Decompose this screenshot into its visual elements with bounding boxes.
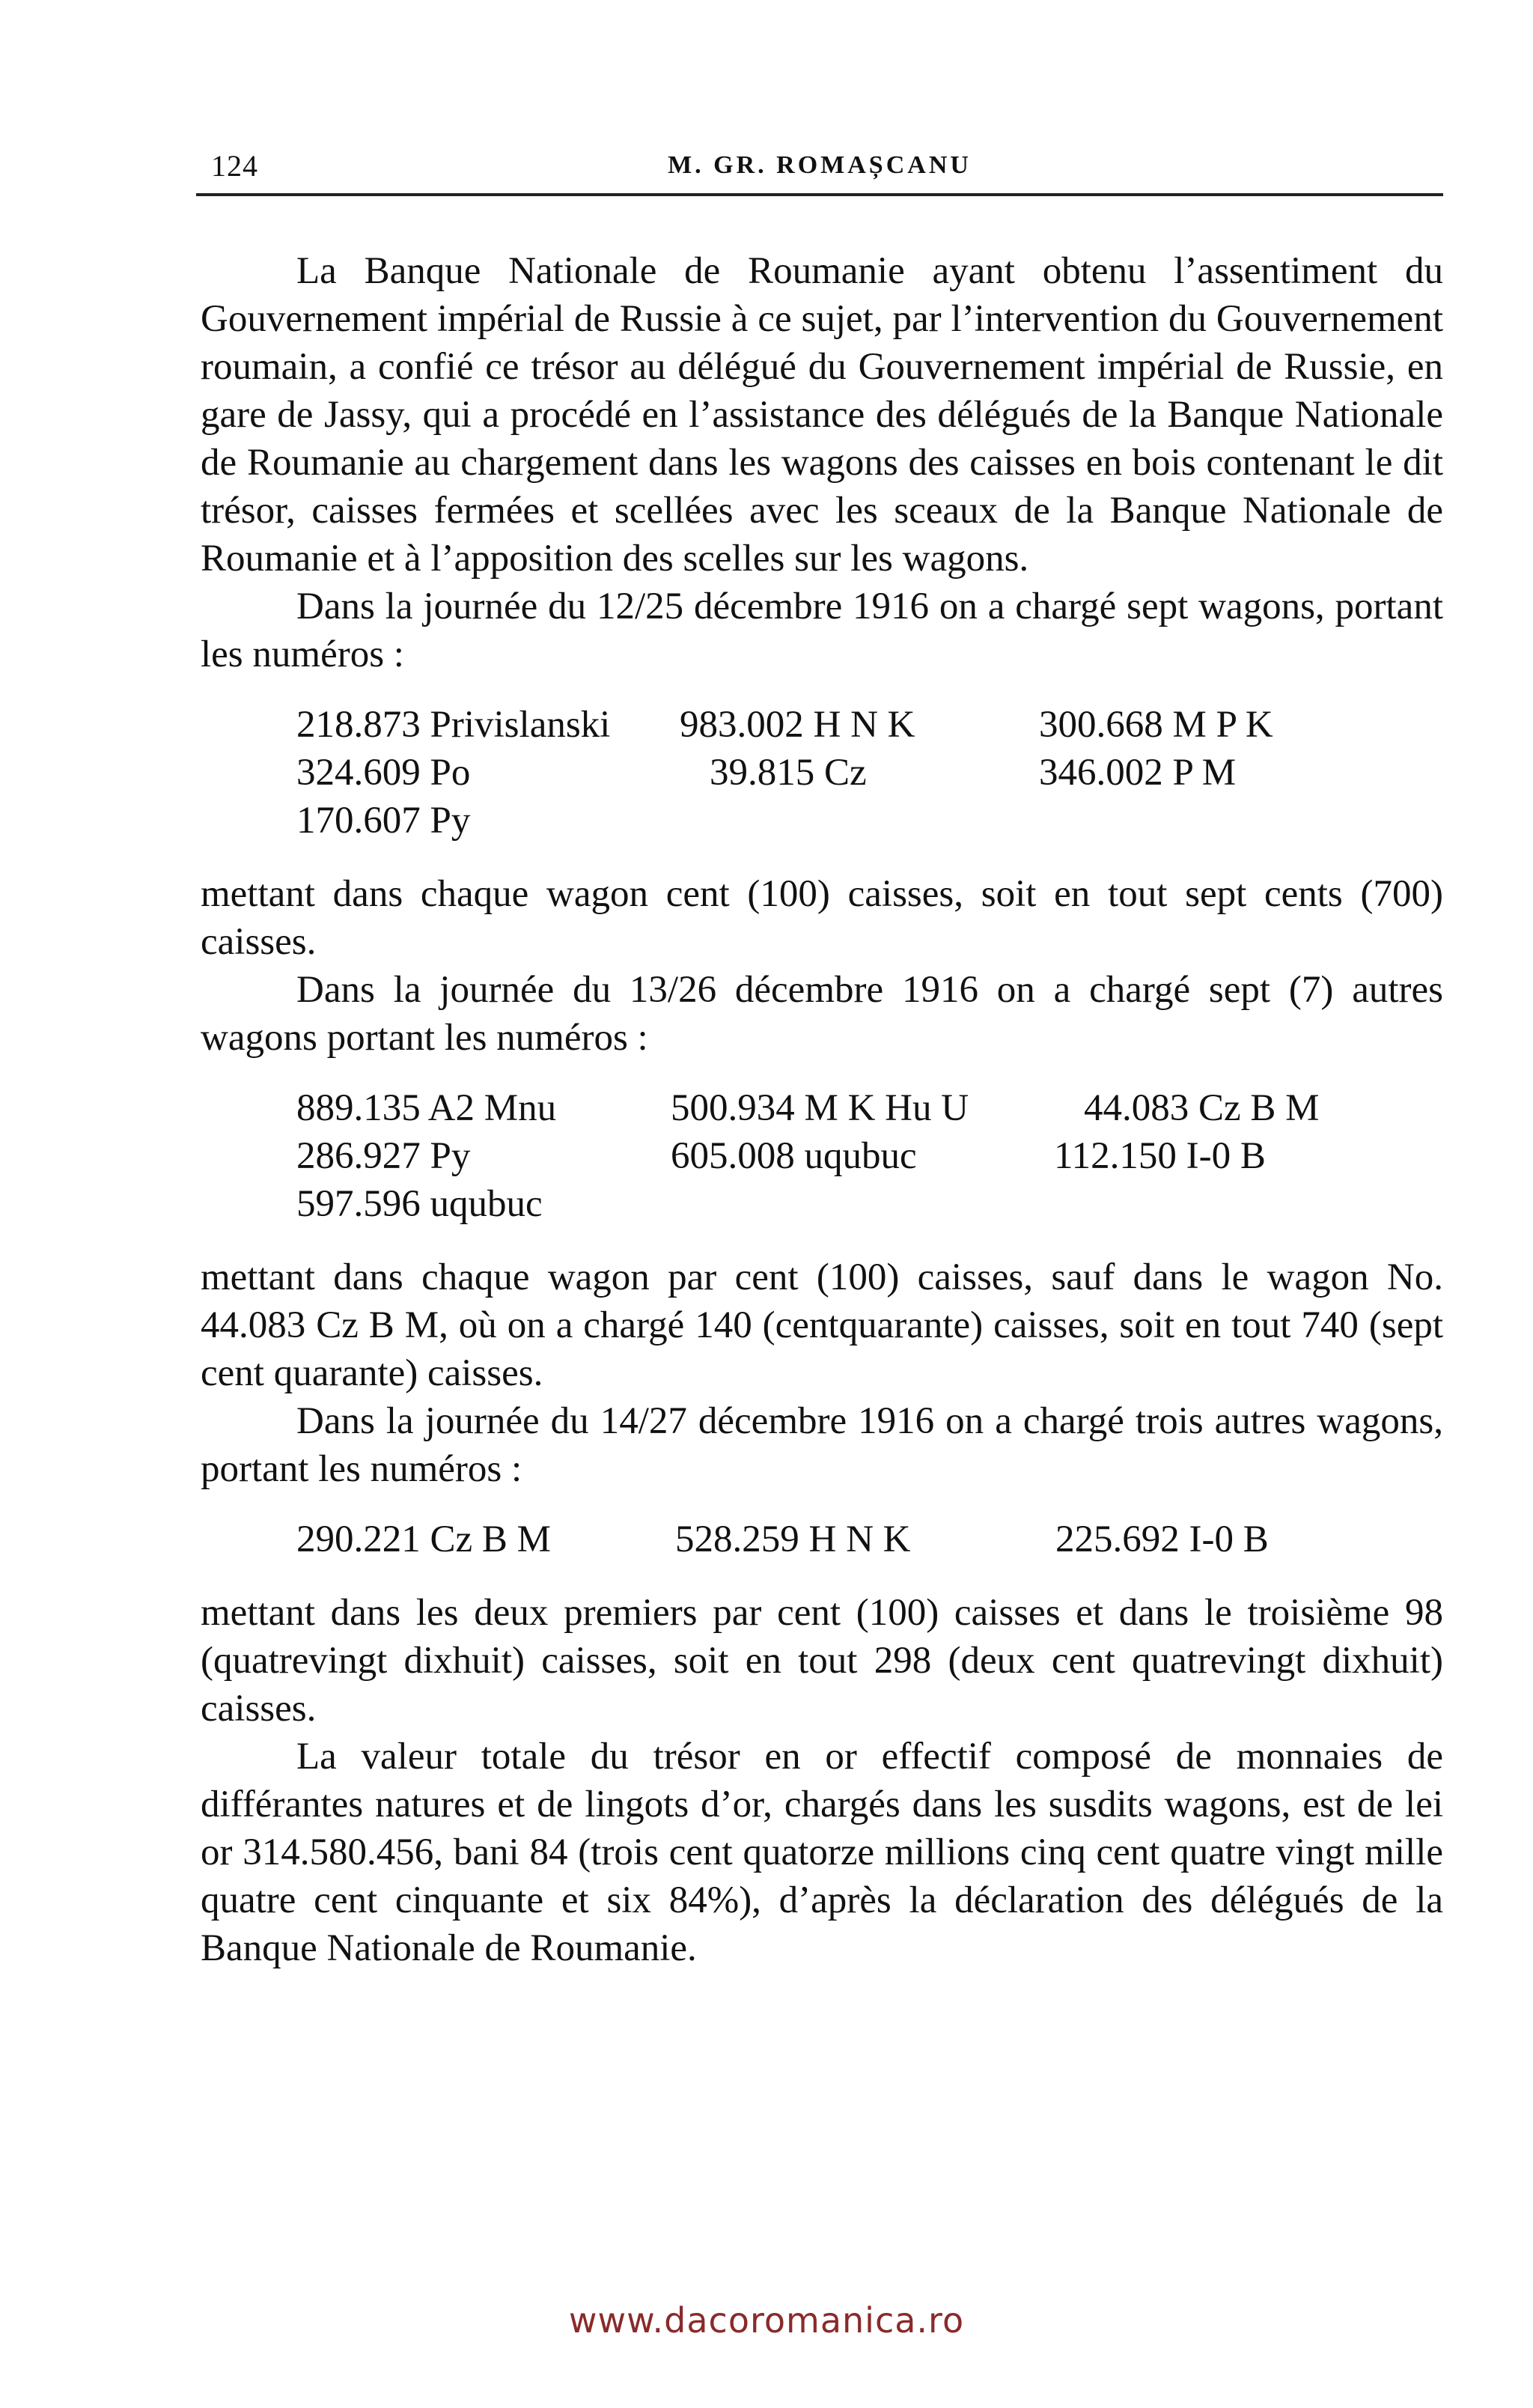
wagon-number: 889.135 A2 Mnu — [296, 1087, 557, 1129]
wagon-number: 225.692 I-0 B — [1055, 1518, 1269, 1560]
paragraph-8: La valeur totale du trésor en or effectif composé de monnaies de différantes natures et de lingots d’or, chargés dans les susdits wagons, est de lei or 314.580.456, bani 84 (trois cent quatorze millions cinq cent quatre vingt mille quatre cent cinquante et six 84%), d’après la déclaration des délégués de la Banque Nationale de Roumanie. — [201, 1736, 1443, 1969]
wagon-number: 218.873 Privislanski — [296, 704, 611, 746]
wagon-number: 324.609 Po — [296, 752, 471, 794]
paragraph-1: La Banque Nationale de Roumanie ayant obtenu l’assentiment du Gouvernement impérial de Russie à ce sujet, par l’intervention du Gouvernement roumain, a confié ce trésor au délégué du Gouvernement impérial de Russie, en gare de Jassy, qui a procédé en l’assistance des délégués de la Banque Nationale de Roumanie au chargement dans les wagons des caisses en bois contenant le dit trésor, caisses fermées et scellées avec les sceaux de la Banque Nationale de Roumanie et à l’apposition des scelles sur les wagons. — [201, 250, 1443, 580]
wagon-row — [201, 1515, 1443, 1563]
footer-url: www.dacoromanica.ro — [568, 2300, 965, 2341]
header-rule — [196, 193, 1443, 196]
paragraph-6: Dans la journée du 14/27 décembre 1916 on a chargé trois autres wagons, portant les numéros : — [201, 1400, 1443, 1490]
wagon-number: 39.815 Cz — [710, 752, 867, 794]
page-number: 124 — [211, 149, 258, 183]
paragraph-3: mettant dans chaque wagon cent (100) caisses, soit en tout sept cents (700) caisses. — [201, 873, 1443, 963]
paragraph-4: Dans la journée du 13/26 décembre 1916 on a chargé sept (7) autres wagons portant les numéros : — [201, 969, 1443, 1059]
wagon-number: 528.259 H N K — [675, 1518, 911, 1560]
page-header — [196, 148, 1443, 186]
paragraph-5: mettant dans chaque wagon par cent (100) caisses, sauf dans le wagon No. 44.083 Cz B M, où on a chargé 140 (centquarante) caisses, soit en tout 740 (sept cent quarante) caisses. — [201, 1256, 1443, 1394]
paragraph-2: Dans la journée du 12/25 décembre 1916 on a chargé sept wagons, portant les numéros : — [201, 586, 1443, 675]
wagon-row — [201, 797, 1443, 845]
wagon-number: 300.668 M P K — [1039, 704, 1273, 746]
wagon-numbers-3 — [201, 1515, 1443, 1563]
wagon-number: 346.002 P M — [1039, 752, 1237, 794]
wagon-number: 605.008 uqubuc — [671, 1135, 917, 1177]
wagon-number: 290.221 Cz B M — [296, 1518, 552, 1560]
wagon-number: 112.150 I-0 B — [1054, 1135, 1266, 1177]
running-head: M. GR. ROMAȘCANU — [668, 151, 972, 179]
wagon-number: 597.596 uqubuc — [296, 1183, 543, 1225]
body-text — [201, 247, 1443, 1972]
paragraph-7: mettant dans les deux premiers par cent (100) caisses et dans le troisième 98 (quatrevingt dixhuit) caisses, soit en tout 298 (deux cent quatrevingt dixhuit) caisses. — [201, 1592, 1443, 1730]
wagon-number: 170.607 Py — [296, 800, 471, 842]
wagon-number: 500.934 M K Hu U — [671, 1087, 969, 1129]
wagon-row — [201, 749, 1443, 797]
wagon-row — [201, 1084, 1443, 1132]
wagon-numbers-1 — [201, 701, 1443, 845]
wagon-number: 44.083 Cz B M — [1084, 1087, 1320, 1129]
wagon-number: 983.002 H N K — [680, 704, 915, 746]
wagon-row — [201, 701, 1443, 749]
wagon-row — [201, 1132, 1443, 1180]
wagon-number: 286.927 Py — [296, 1135, 471, 1177]
wagon-row — [201, 1180, 1443, 1228]
wagon-numbers-2 — [201, 1084, 1443, 1228]
